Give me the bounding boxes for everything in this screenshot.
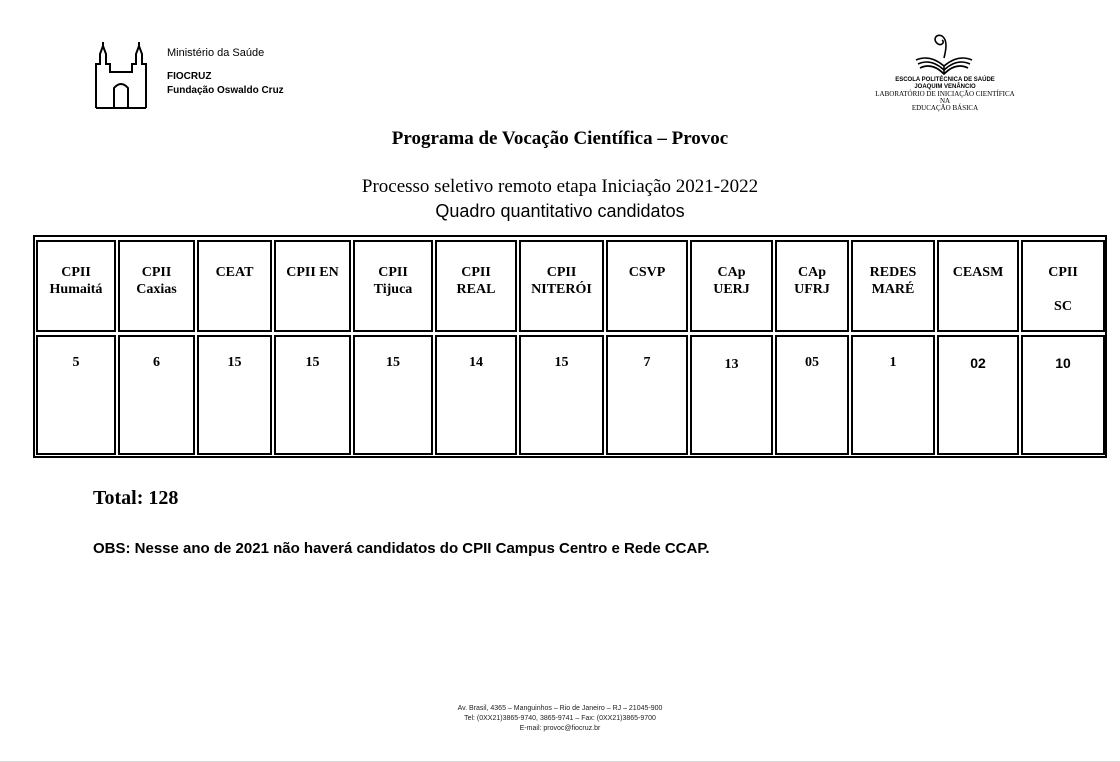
observation-note: OBS: Nesse ano de 2021 não haverá candidatos do CPII Campus Centro e Rede CCAP.: [93, 540, 710, 557]
candidate-count: 13: [724, 357, 739, 372]
epsjv-header-text: [860, 77, 1030, 112]
table-header-cell: [118, 240, 195, 332]
header-label-line1: CPII: [141, 265, 172, 280]
table-value-cell: [274, 335, 351, 455]
header-label-line2: NITERÓI: [531, 282, 592, 297]
table-header-cell: [606, 240, 688, 332]
candidate-count: 7: [643, 355, 651, 370]
school-line3: LABORATÓRIO DE INICIAÇÃO CIENTÍFICA: [875, 90, 1015, 98]
header-label-line1: CAp: [717, 265, 746, 280]
candidate-count: 10: [1055, 355, 1071, 371]
page-subtitle: Processo seletivo remoto etapa Iniciação 2021-2022: [361, 176, 759, 197]
candidate-count: 1: [889, 355, 897, 370]
ministry-label: Ministério da Saúde: [167, 47, 265, 59]
table-header-label: [355, 264, 431, 298]
table-value-cell: [1021, 335, 1105, 455]
table-header-cell: [1021, 240, 1105, 332]
header-label-line1: CPII: [61, 265, 91, 280]
table-header-label: [692, 264, 771, 298]
school-line2: JOAQUIM VENÂNCIO: [914, 84, 976, 90]
table-value-cell: [775, 335, 849, 455]
table-header-label: [777, 264, 847, 298]
table-value-cell: [36, 335, 116, 455]
header-label-line1: CSVP: [628, 265, 666, 280]
header-label-line1: CEAT: [215, 265, 254, 280]
table-header-cell: [775, 240, 849, 332]
table-header-label: [853, 264, 933, 298]
table-value-cell: [519, 335, 604, 455]
header-label-line1: CPII EN: [286, 265, 339, 280]
candidate-count: 15: [227, 355, 242, 370]
table-value-cell: [851, 335, 935, 455]
open-book-spiral-icon: [912, 30, 976, 76]
candidate-count: 02: [970, 355, 986, 371]
header-label-line2: Caxias: [136, 282, 177, 297]
footer-line2: Tel: (0XX21)3865-9740, 3865-9741 – Fax: (0XX21)3865-9700: [464, 715, 656, 722]
school-line4: NA: [939, 97, 951, 105]
table-header-cell: [274, 240, 351, 332]
table-header-label: [38, 264, 114, 298]
fiocruz-castle-icon: [92, 42, 154, 110]
school-line1: ESCOLA POLITÉCNICA DE SAÚDE: [895, 77, 995, 83]
header-label-line1: CPII: [546, 265, 577, 280]
fiocruz-header-text: [167, 46, 284, 98]
table-value-cell: [353, 335, 433, 455]
header-label-line2: Humaitá: [49, 282, 103, 297]
header-label-line2: REAL: [456, 282, 496, 297]
table-header-cell: [519, 240, 604, 332]
table-header-label: [437, 264, 515, 298]
footer-line3: E-mail: provoc@fiocruz.br: [519, 725, 601, 732]
header-label-line1: CEASM: [952, 265, 1004, 280]
table-header-label: [1023, 264, 1103, 315]
footer-line1: Av. Brasil, 4365 – Manguinhos – Rio de Janeiro – RJ – 21045-900: [457, 705, 663, 712]
table-header-cell: [36, 240, 116, 332]
candidate-count: 6: [153, 355, 160, 370]
table-header-cell: [197, 240, 272, 332]
candidate-count: 15: [386, 355, 400, 370]
header-label-line1: CPII: [378, 265, 408, 280]
header-label-line2: Tijuca: [373, 282, 413, 297]
candidate-count: 05: [805, 355, 819, 370]
candidate-count: 14: [469, 355, 483, 370]
header-label-line1: CPII: [1048, 265, 1078, 280]
foundation-label: Fundação Oswaldo Cruz: [167, 85, 284, 96]
table-header-cell: [690, 240, 773, 332]
table-header-label: [608, 264, 686, 281]
header-label-line1: REDES: [869, 265, 917, 280]
table-header-cell: [851, 240, 935, 332]
table-header-cell: [435, 240, 517, 332]
candidate-count: 15: [305, 355, 320, 370]
candidate-count: 15: [554, 355, 569, 370]
table-header-label: [199, 264, 270, 281]
table-value-cell: [435, 335, 517, 455]
candidate-count: 5: [72, 355, 80, 370]
table-value-cell: [690, 335, 773, 455]
header-label-line1: CPII: [461, 265, 491, 280]
header-label-line1: CAp: [797, 265, 826, 280]
table-header-label: [939, 264, 1017, 281]
table-value-cell: [118, 335, 195, 455]
table-value-cell: [606, 335, 688, 455]
table-header-label: [276, 264, 349, 281]
candidates-table: [33, 235, 1107, 458]
table-header-cell: [353, 240, 433, 332]
header-label-line2: UFRJ: [794, 282, 830, 297]
fiocruz-label: FIOCRUZ: [167, 71, 212, 82]
header-label-line2: MARÉ: [871, 282, 915, 297]
header-label-line2: UERJ: [713, 282, 750, 297]
footer-address: [0, 704, 1120, 734]
table-value-cell: [197, 335, 272, 455]
table-header-label: [120, 264, 193, 298]
school-line5: EDUCAÇÃO BÁSICA: [911, 104, 979, 112]
page-subtitle-2: Quadro quantitativo candidatos: [435, 201, 685, 221]
page-title: Programa de Vocação Científica – Provoc: [391, 128, 729, 149]
total-count: Total: 128: [93, 487, 179, 509]
table-header-cell: [937, 240, 1019, 332]
header-label-line2: SC: [1054, 299, 1072, 314]
table-value-cell: [937, 335, 1019, 455]
table-header-label: [521, 264, 602, 298]
